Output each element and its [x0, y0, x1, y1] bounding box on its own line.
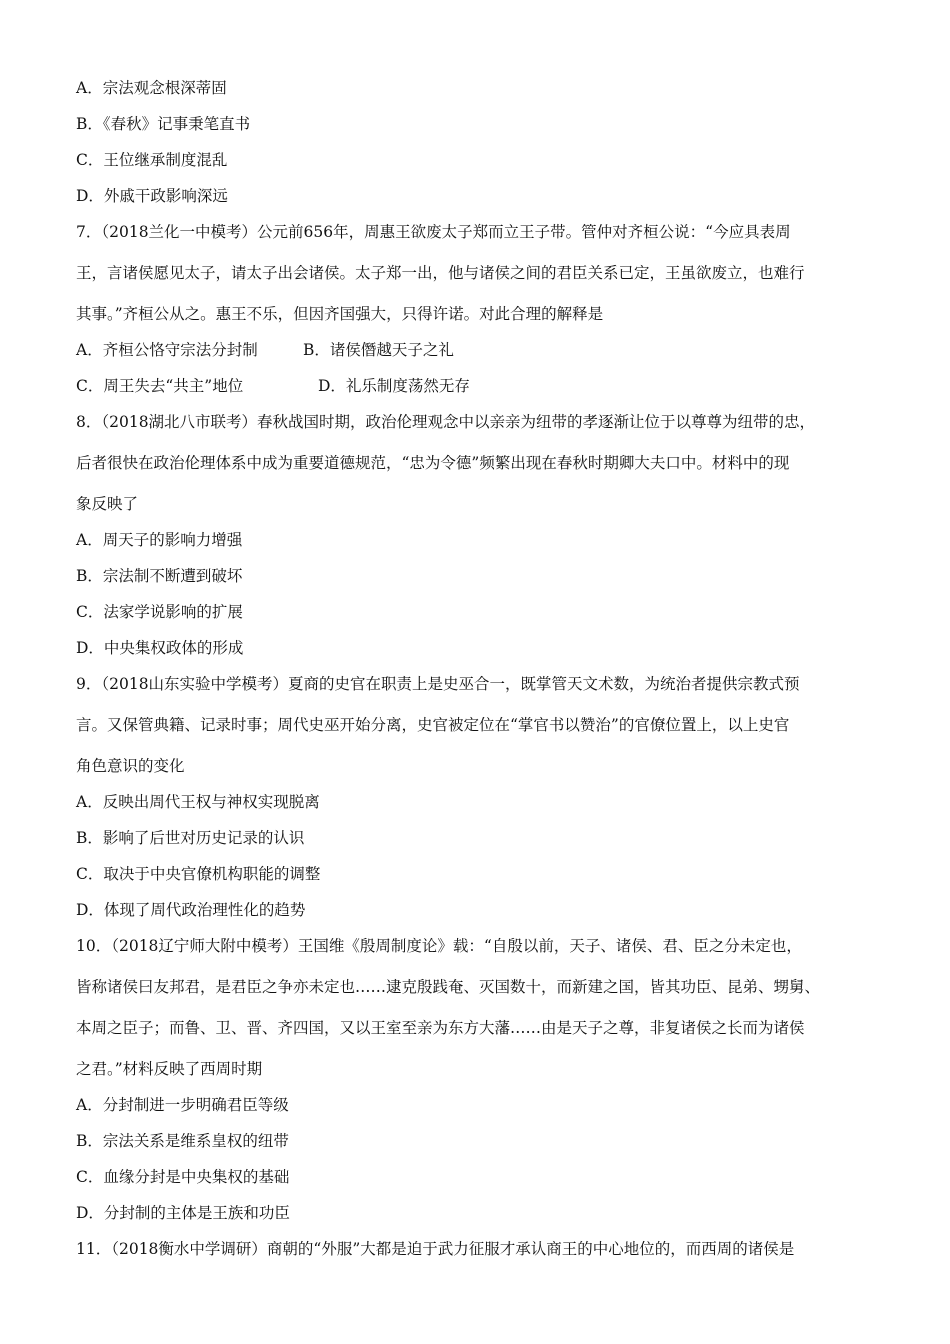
q6-option-c[interactable]: C．王位继承制度混乱: [76, 151, 228, 169]
q7-option-c[interactable]: C．周王失去“共主”地位: [76, 377, 244, 395]
q7-stem-line-2: 王，言诸侯愿见太子，请太子出会诸侯。太子郑一出，他与诸侯之间的君臣关系已定，王虽欲废立，也难行: [76, 264, 805, 282]
q7-option-b[interactable]: B．诸侯僭越天子之礼: [303, 341, 454, 359]
q7-stem-line-1: 7．（2018兰化一中模考）公元前656年，周惠王欲废太子郑而立王子带。管仲对齐桓公说：“今应具表周: [76, 223, 791, 241]
q9-option-d[interactable]: D．体现了周代政治理性化的趋势: [76, 901, 306, 919]
q10-stem-line-1: 10．（2018辽宁师大附中模考）王国维《殷周制度论》载：“自殷以前，天子、诸侯、君、臣之分未定也，: [76, 937, 802, 955]
q10-stem-line-2: 皆称诸侯曰友邦君，是君臣之争亦未定也……逮克殷践奄、灭国数十，而新建之国，皆其功臣、昆弟、甥舅、: [76, 978, 821, 996]
q8-stem-line-2: 后者很快在政治伦理体系中成为重要道德规范，“忠为令德”频繁出现在春秋时期卿大夫口中。材料中的现: [76, 454, 790, 472]
q9-stem-line-2: 言。又保管典籍、记录时事；周代史巫开始分离，史官被定位在“掌官书以赞治”的官僚位置上，以上史官: [76, 716, 790, 734]
q8-option-c[interactable]: C．法家学说影响的扩展: [76, 603, 243, 621]
q7-option-a[interactable]: A．齐桓公恪守宗法分封制: [76, 341, 258, 359]
q6-option-b[interactable]: B．《春秋》记事秉笔直书: [76, 115, 251, 133]
q11-stem-line-1: 11．（2018衡水中学调研）商朝的“外服”大都是迫于武力征服才承认商王的中心地位的，而西周的诸侯是: [76, 1240, 795, 1258]
q10-option-a[interactable]: A．分封制进一步明确君臣等级: [76, 1096, 289, 1114]
q9-option-a[interactable]: A．反映出周代王权与神权实现脱离: [76, 793, 320, 811]
q10-option-b[interactable]: B．宗法关系是维系皇权的纽带: [76, 1132, 289, 1150]
q9-option-b[interactable]: B．影响了后世对历史记录的认识: [76, 829, 305, 847]
q7-option-d[interactable]: D．礼乐制度荡然无存: [318, 377, 470, 395]
q10-stem-line-3: 本周之臣子；而鲁、卫、晋、齐四国，又以王室至亲为东方大藩……由是天子之尊，非复诸侯之长而为诸侯: [76, 1019, 805, 1037]
q9-stem-line-3: 角色意识的变化: [76, 757, 185, 775]
q10-option-d[interactable]: D．分封制的主体是王族和功臣: [76, 1204, 290, 1222]
q10-option-c[interactable]: C．血缘分封是中央集权的基础: [76, 1168, 290, 1186]
q8-option-a[interactable]: A．周天子的影响力增强: [76, 531, 243, 549]
q8-option-b[interactable]: B．宗法制不断遭到破坏: [76, 567, 243, 585]
q8-option-d[interactable]: D．中央集权政体的形成: [76, 639, 244, 657]
q10-stem-line-4: 之君。”材料反映了西周时期: [76, 1060, 263, 1078]
q6-option-d[interactable]: D．外戚干政影响深远: [76, 187, 228, 205]
q9-stem-line-1: 9．（2018山东实验中学模考）夏商的史官在职责上是史巫合一，既掌管天文术数，为统治者提供宗教式预: [76, 675, 800, 693]
q7-stem-line-3: 其事。”齐桓公从之。惠王不乐，但因齐国强大，只得许诺。对此合理的解释是: [76, 305, 604, 323]
q9-option-c[interactable]: C．取决于中央官僚机构职能的调整: [76, 865, 321, 883]
q8-stem-line-3: 象反映了: [76, 495, 139, 513]
q6-option-a[interactable]: A．宗法观念根深蒂固: [76, 79, 227, 97]
q8-stem-line-1: 8．（2018湖北八市联考）春秋战国时期，政治伦理观念中以亲亲为纽带的孝逐渐让位于以尊尊为纽带的忠，: [76, 413, 816, 431]
